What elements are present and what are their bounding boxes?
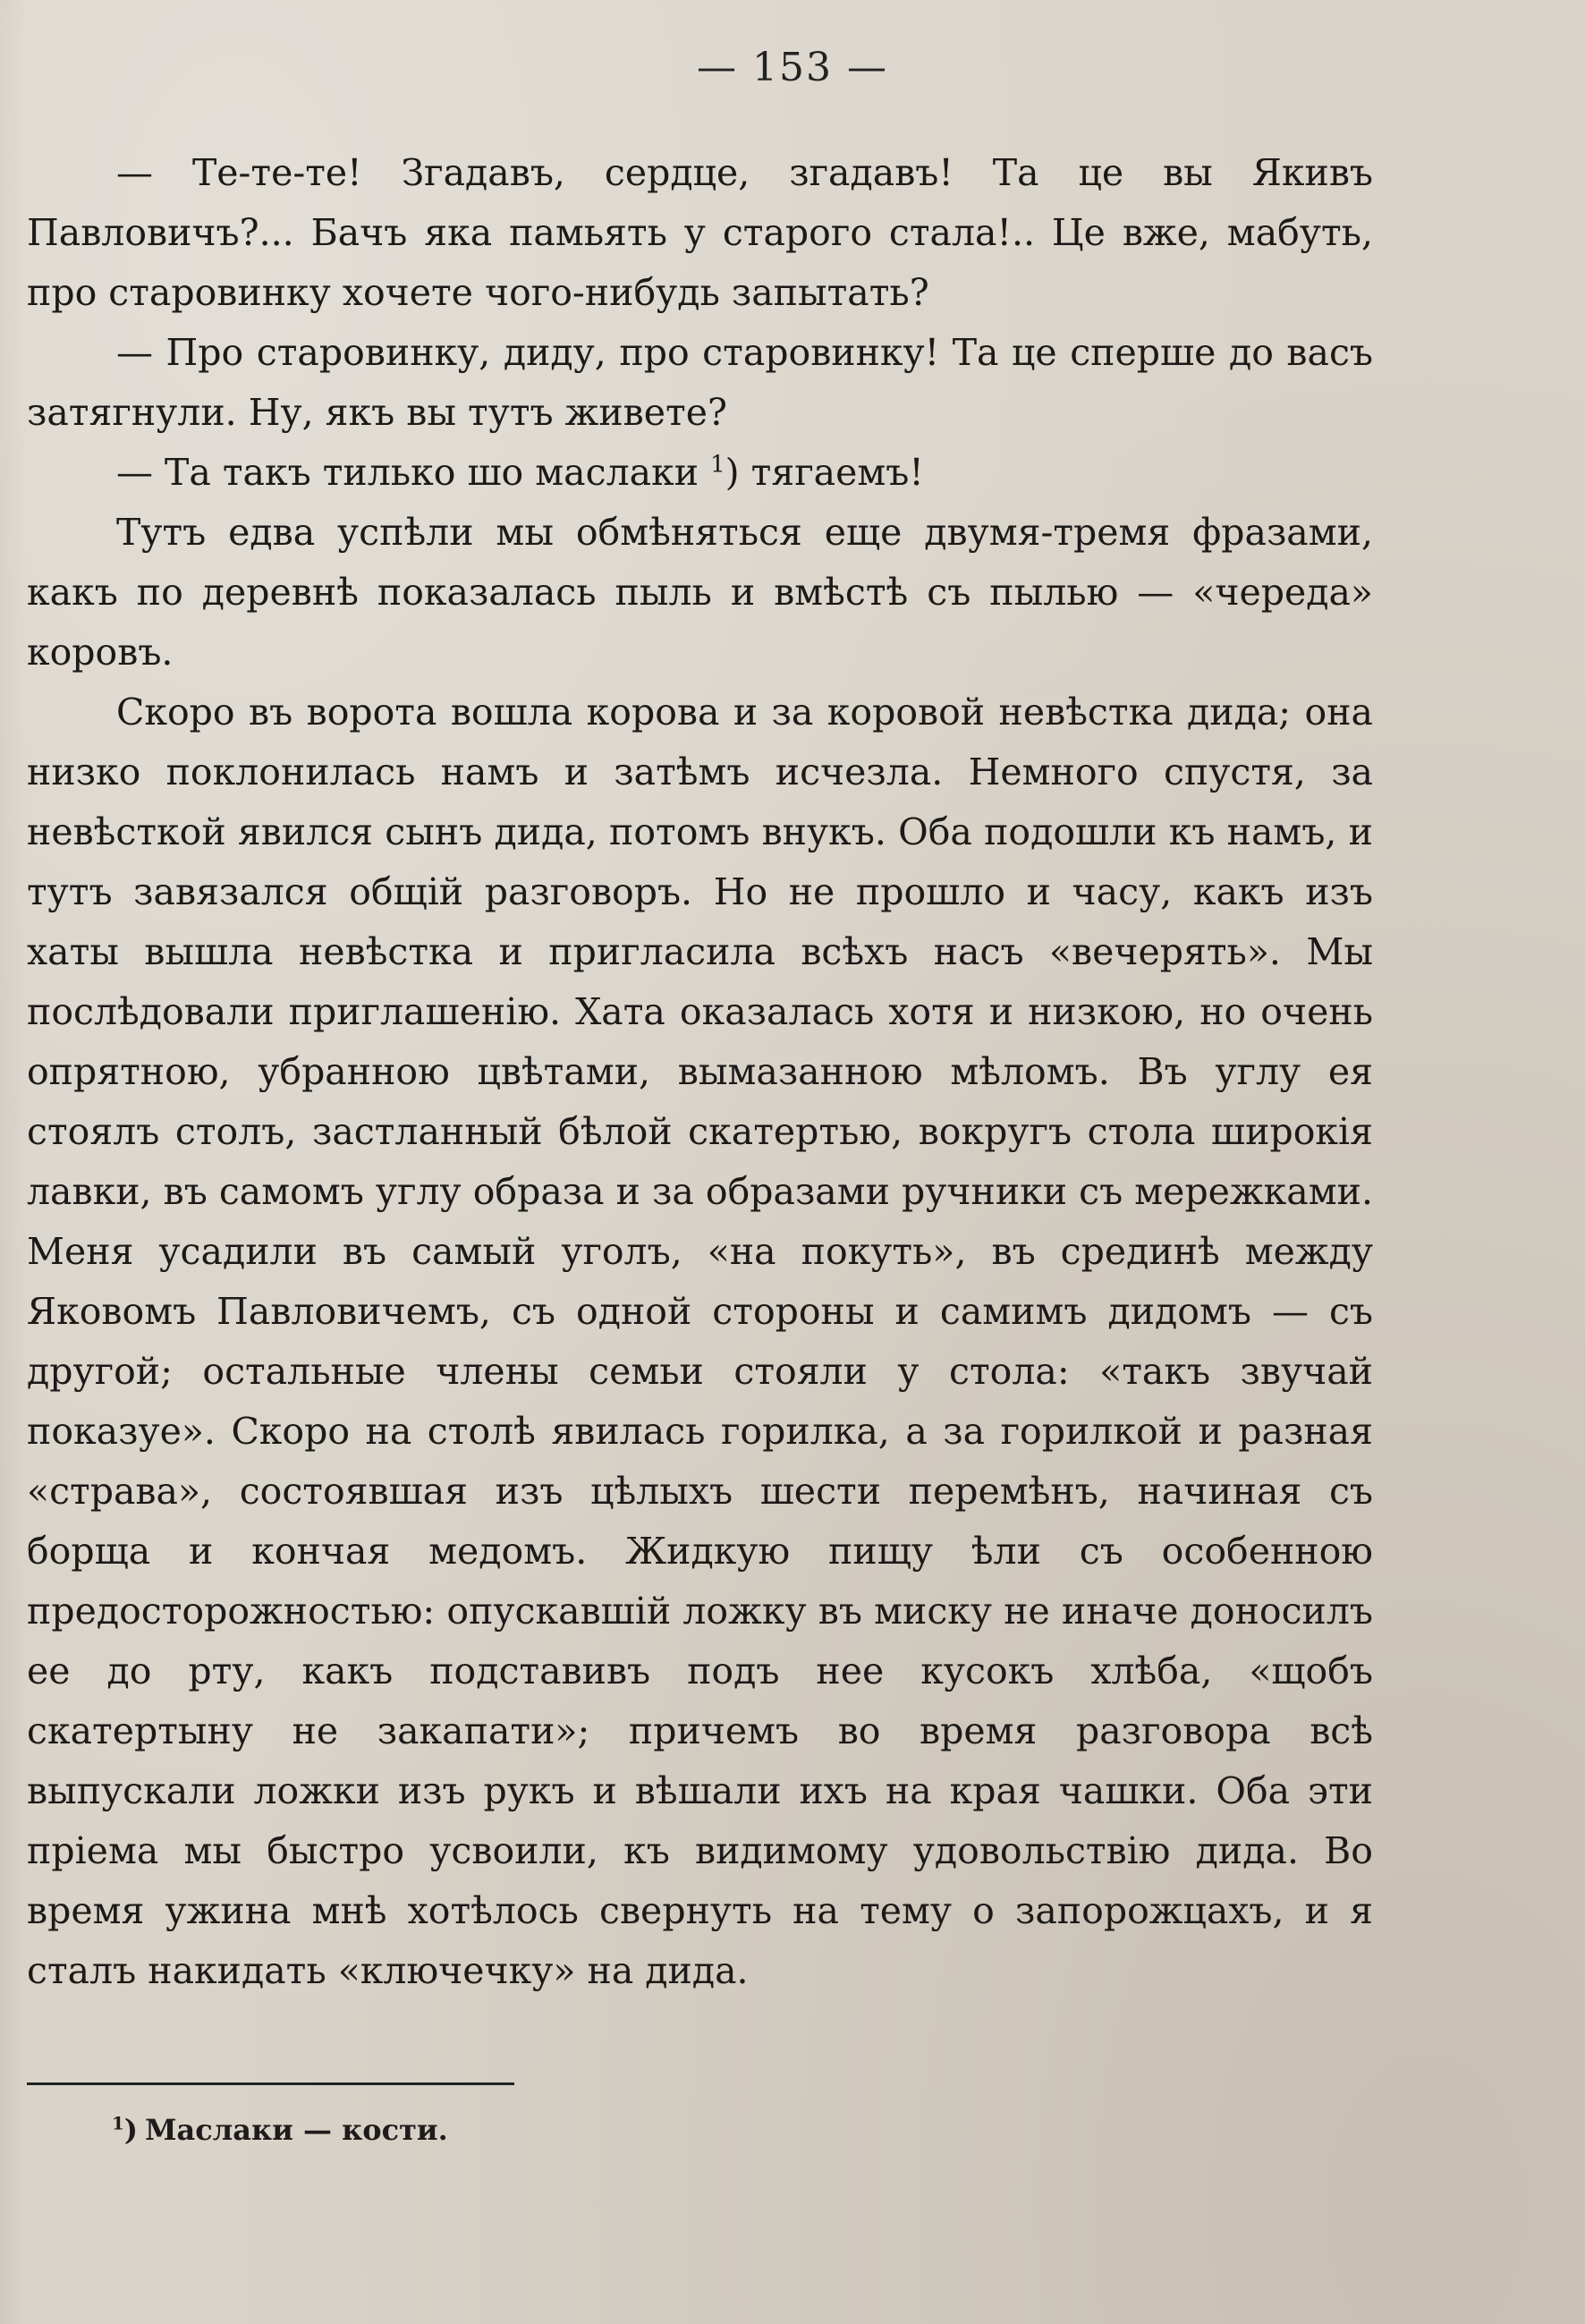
page-number: — 153 — [697, 45, 888, 90]
footnote-marker: 1 [112, 2112, 124, 2134]
paragraph-dialogue-1: — Те-те-те! Згадавъ, сердце, згадавъ! Та це вы Якивъ Павловичъ?... Бачъ яка памьять у старого стала!.. Це вже, мабуть, про старовинку хочете чого-нибудь запытать? [27, 151, 1373, 314]
paragraph-dialogue-3 [27, 443, 1373, 503]
paragraph-narrative-2: Скоро въ ворота вошла корова и за коровой невѣстка дида; она низко поклонилась намъ и затѣмъ исчезла. Немного спустя, за невѣсткой явился сынъ дида, потомъ внукъ. Оба подошли къ намъ, и тутъ завязался общій разговоръ. Но не прошло и часу, какъ изъ хаты вышла невѣстка и пригласила всѣхъ насъ «вечерять». Мы послѣдовали приглашенію. Хата оказалась хотя и низкою, но очень опрятною, убранною цвѣтами, вымазанною мѣломъ. Въ углу ея стоялъ столъ, застланный бѣлой скатертью, вокругъ стола широкія лавки, въ самомъ углу образа и за образами ручники съ мережками. Меня усадили въ самый уголъ, «на покуть», въ срединѣ между Яковомъ Павловичемъ, съ одной стороны и самимъ дидомъ — съ другой; остальные члены семьи стояли у стола: «такъ звучай показуе». Скоро на столѣ явилась горилка, а за горилкой и разная «страва», состоявшая изъ цѣлыхъ шести перемѣнъ, начиная съ борща и кончая медомъ. Жидкую пищу ѣли съ особенною предосторожностью: опускавшій ложку въ миску не иначе доносилъ ее до рту, какъ подставивъ подъ нее кусокъ хлѣба, «щобъ скатертыну не закапати»; причемъ во время разговора всѣ выпускали ложки изъ рукъ и вѣшали ихъ на края чашки. Оба эти пріема мы быстро усвоили, къ видимому удовольствію дида. Во время ужина мнѣ хотѣлось свернуть на тему о запорожцахъ, и я сталъ накидать «ключечку» на дида. [27, 691, 1373, 1992]
footnote-reference-close: ) [725, 451, 740, 494]
paragraph-dialogue-3-tail: тягаемъ! [750, 451, 924, 494]
footnote-reference: 1 [710, 451, 725, 479]
paragraph-dialogue-2: — Про старовинку, диду, про старовинку! Та це сперше до васъ затягнули. Ну, якъ вы тутъ живете? [27, 331, 1373, 434]
footnote-text: Маслаки — кости. [145, 2113, 448, 2147]
footnote-marker-close: ) [123, 2113, 139, 2147]
footnote-divider [27, 2082, 514, 2085]
body-text [27, 143, 1373, 2001]
paragraph-dialogue-3-text: — Та такъ тилько шо маслаки [116, 451, 699, 494]
paragraph-narrative-1: Тутъ едва успѣли мы обмѣняться еще двумя-тремя фразами, какъ по деревнѣ показалась пыль и вмѣстѣ съ пылью — «череда» коровъ. [27, 511, 1373, 674]
footnote [112, 2113, 448, 2147]
